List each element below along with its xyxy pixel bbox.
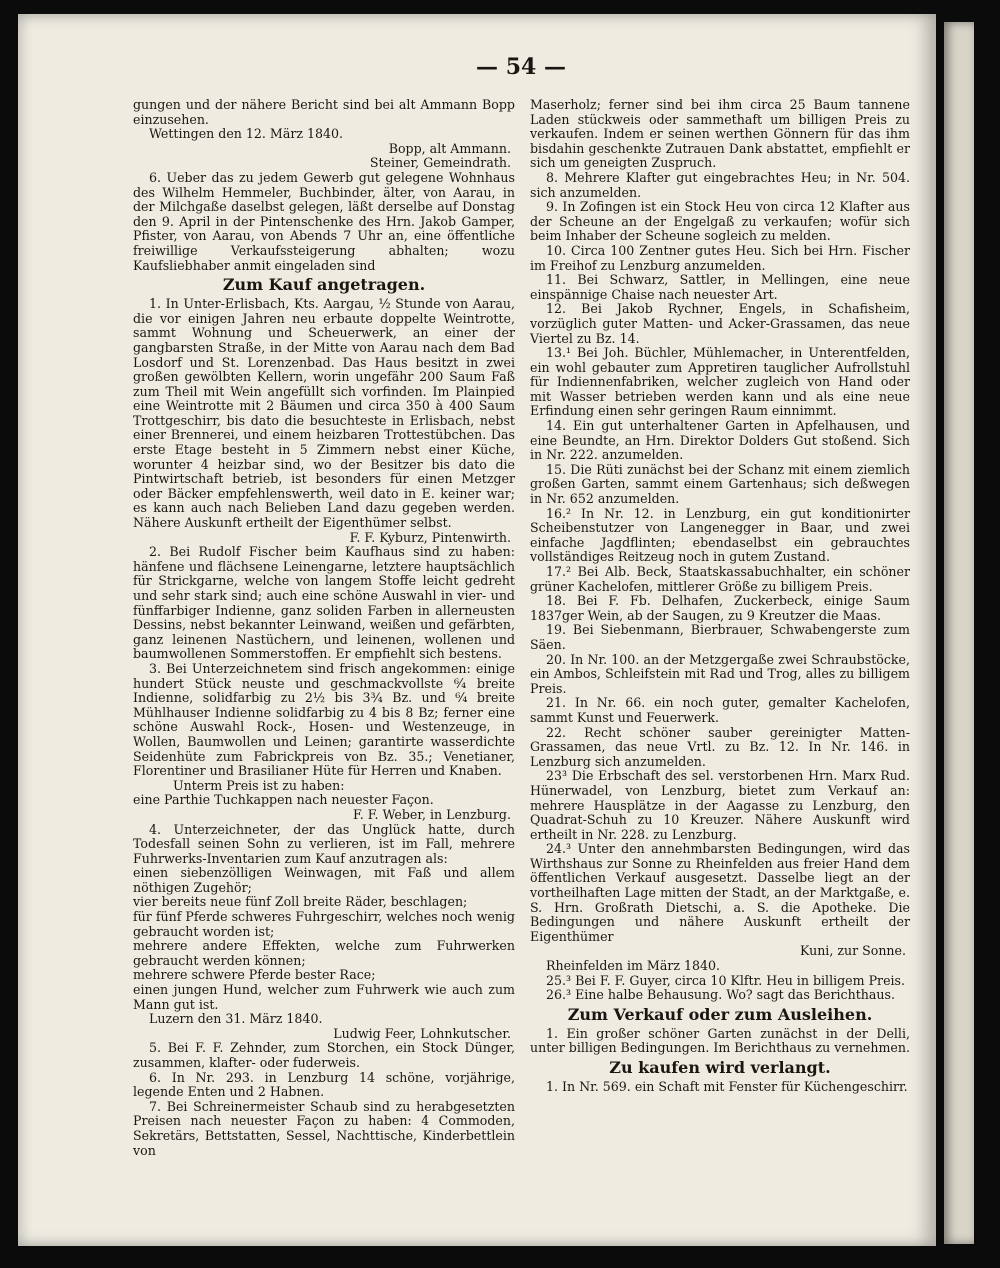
paragraph: Maserholz; ferner sind bei ihm circa 25 Baum tannene Laden stückweis oder sammethaft um billigen Preis zu verkaufen. Indem er seinen werthen Gönnern für das ihm bisdahin geschenkte Zutrauen Dank abstattet, empfiehlt er sich um geneigten Zuspruch. [530, 97, 910, 171]
paragraph: 1. In Unter-Erlisbach, Kts. Aargau, ½ Stunde von Aarau, die vor einigen Jahren neu erbaute doppelte Weintrotte, sammt Wohnung und Scheuerwerk, an einer der gangbarsten Straße, in der Mitte von Aarau nach dem Bad Losdorf und St. Lorenzenbad. Das Haus besitzt in zwei großen gewölbten Kellern, worin ungefähr 200 Saum Faß zum Theil mit Wein angefüllt sich vorfinden. Im Plainpied eine Weintrotte mit 2 Bäumen und circa 350 à 400 Saum Trottgeschirr, bis dato die besuchteste in Erlisbach, nebst einer Brennerei, und einem heizbaren Trottestübchen. Das erste Etage besteht in 5 Zimmern nebst einer Küche, worunter 4 heizbar sind, wo der Besitzer bis dato die Pintwirtschaft betrieb, ist besonders für einen Metzger oder Bäcker empfehlenswerth, weil dato in E. keiner war; es kann auch nach Belieben Land dazu gegeben werden. Nähere Auskunft ertheilt der Eigenthümer selbst. [133, 296, 515, 531]
paragraph: F. F. Weber, in Lenzburg. [352, 806, 511, 822]
paragraph: Luzern den 31. März 1840. [149, 1011, 323, 1027]
paragraph: 25.³ Bei F. F. Guyer, circa 10 Klftr. Heu in billigem Preis. [546, 972, 906, 988]
paragraph: 18. Bei F. Fb. Delhafen, Zuckerbeck, einige Saum 1837ger Wein, ab der Saugen, zu 9 Kreutzer die Maas. [530, 593, 910, 623]
paragraph: mehrere schwere Pferde bester Race; [133, 967, 376, 983]
paragraph: 3. Bei Unterzeichnetem sind frisch angekommen: einige hundert Stück neuste und geschmackvollste ⁶⁄₄ breite Indienne, solidfarbig zu 2½ bis 3¾ Bz. und ⁶⁄₄ breite Mühlhauser Indienne solidfarbig zu 4 bis 8 Bz; ferner eine schöne Auswahl Rock-, Hosen- und Westenzeuge, in Wollen, Baumwollen und Leinen; garantirte wasserdichte Seidenhüte zum Fabrickpreis von Bz. 35.; Venetianer, Florentiner und Brasilianer Hüte für Herren und Knaben. [133, 660, 515, 779]
paragraph: eine Parthie Tuchkappen nach neuester Façon. [133, 792, 434, 808]
section-heading: Zum Kauf angetragen. [222, 275, 426, 295]
paragraph: 20. In Nr. 100. an der Metzgergaße zwei Schraubstöcke, ein Ambos, Schleifstein mit Rad und Trog, alles zu billigem Preis. [530, 651, 910, 696]
paragraph: 5. Bei F. F. Zehnder, zum Storchen, ein Stock Dünger, zusammen, klafter- oder fuderweis. [133, 1040, 515, 1070]
paragraph: 11. Bei Schwarz, Sattler, in Mellingen, eine neue einspännige Chaise nach neuester Art. [530, 272, 910, 302]
paragraph: 21. In Nr. 66. ein noch guter, gemalter Kachelofen, sammt Kunst und Feuerwerk. [530, 695, 910, 725]
paragraph: 6. In Nr. 293. in Lenzburg 14 schöne, vorjährige, legende Enten und 2 Habnen. [133, 1069, 515, 1100]
left-column [133, 98, 515, 1158]
paragraph: gungen und der nähere Bericht sind bei alt Ammann Bopp einzusehen. [133, 97, 515, 127]
paragraph: 10. Circa 100 Zentner gutes Heu. Sich bei Hrn. Fischer im Freihof zu Lenzburg anzumelden. [530, 242, 910, 273]
paragraph: Rheinfelden im März 1840. [546, 958, 721, 974]
paragraph: 17.² Bei Alb. Beck, Staatskassabuchhalter, ein schöner grüner Kachelofen, mittlerer Größe zu billigem Preis. [530, 564, 910, 594]
paragraph: 13.¹ Bei Joh. Büchler, Mühlemacher, in Unterentfelden, ein wohl gebauter zum Appretiren tauglicher Aufrollstuhl für Indiennenfabriken, welcher zugleich von Hand oder mit Wasser betrieben werden kann und als eine neue Erfindung einen sehr geringen Raum einnimmt. [530, 345, 910, 419]
paragraph: einen jungen Hund, welcher zum Fuhrwerk wie auch zum Mann gut ist. [133, 982, 515, 1012]
paragraph: 1. Ein großer schöner Garten zunächst in der Delli, unter billigen Bedingungen. Im Berichthaus zu vernehmen. [530, 1025, 911, 1056]
paragraph: 4. Unterzeichneter, der das Unglück hatte, durch Todesfall seinen Sohn zu verlieren, ist im Fall, mehrere Fuhrwerks-Inventarien zum Kauf anzutragen als: [133, 821, 515, 866]
paragraph: 22. Recht schöner sauber gereinigter Matten-Grassamen, das neue Vrtl. zu Bz. 12. In Nr. 146. in Lenzburg sich anzumelden. [530, 724, 910, 769]
section-heading: Zum Verkauf oder zum Ausleihen. [567, 1004, 873, 1024]
paragraph: 23³ Die Erbschaft des sel. verstorbenen Hrn. Marx Rud. Hünerwadel, von Lenzburg, bietet zum Verkauf an: mehrere Hausplätze in der Aagasse zu Lenzburg, den Quadrat-Schuh zu 10 Kreuzer. Nähere Auskunft wird ertheilt in Nr. 228. zu Lenzburg. [530, 768, 910, 842]
paragraph: Steiner, Gemeindrath. [369, 155, 511, 171]
paragraph: 26.³ Eine halbe Behausung. Wo? sagt das Berichthaus. [546, 987, 895, 1003]
next-page-edge [944, 22, 974, 1244]
paragraph: F. F. Kyburz, Pintenwirth. [349, 529, 511, 545]
paragraph: Bopp, alt Ammann. [388, 140, 511, 156]
paragraph: vier bereits neue fünf Zoll breite Räder, beschlagen; [133, 894, 468, 910]
paragraph: Unterm Preis ist zu haben: [173, 777, 345, 793]
paragraph: 2. Bei Rudolf Fischer beim Kaufhaus sind zu haben: hänfene und flächsene Leinengarne, letztere hauptsächlich für Strickgarne, welche von langem Stoffe leicht gedreht und sehr stark sind; auch eine schöne Auswahl in vier- und fünffarbiger Indienne, ganz soliden Farben in allerneusten Dessins, nebst bekannter Leinwand, weißen und gefärbten, ganz leinenen Nastüchern, und leinenen, wollenen und baumwollenen Sommerstoffen. Er empfiehlt sich bestens. [133, 544, 515, 662]
paragraph: 24.³ Unter den annehmbarsten Bedingungen, wird das Wirthshaus zur Sonne zu Rheinfelden aus freier Hand dem öffentlichen Verkauf ausgesetzt. Dasselbe liegt an der vortheilhaften Lage mitten der Stadt, an der Marktgaße, e. S. Hrn. Großrath Dietschi, a. S. die Apotheke. Die Bedingungen und nähere Auskunft ertheilt der Eigenthümer [530, 841, 910, 944]
paragraph: Kuni, zur Sonne. [799, 943, 906, 959]
paragraph: 12. Bei Jakob Rychner, Engels, in Schafisheim, vorzüglich guter Matten- und Acker-Grassamen, das neue Viertel zu Bz. 14. [530, 301, 910, 346]
paragraph: einen siebenzölligen Weinwagen, mit Faß und allem nöthigen Zugehör; [133, 865, 515, 895]
right-column [530, 98, 910, 1095]
paragraph: 19. Bei Siebenmann, Bierbrauer, Schwabengerste zum Säen. [530, 622, 910, 652]
paragraph: Wettingen den 12. März 1840. [149, 126, 344, 142]
paragraph: 7. Bei Schreinermeister Schaub sind zu herabgesetzten Preisen nach neuester Façon zu haben: 4 Commoden, Sekretärs, Bettstatten, Sessel, Nachttische, Kinderbettlein von [133, 1098, 515, 1158]
paragraph: 14. Ein gut unterhaltener Garten in Apfelhausen, und eine Beundte, an Hrn. Direktor Dolders Gut stoßend. Sich in Nr. 222. anzumelden. [530, 418, 910, 463]
paragraph: für fünf Pferde schweres Fuhrgeschirr, welches noch wenig gebraucht worden ist; [133, 909, 515, 939]
paragraph: 6. Ueber das zu jedem Gewerb gut gelegene Wohnhaus des Wilhelm Hemmeler, Buchbinder, älter, von Aarau, in der Milchgaße daselbst gelegen, läßt derselbe auf Donstag den 9. April in der Pintenschenke des Hrn. Jakob Gamper, Pfister, von Aarau, von Abends 7 Uhr an, eine öffentliche freiwillige Verkaufssteigerung abhalten; wozu Kaufsliebhaber anmit eingeladen sind [133, 169, 515, 273]
section-heading: Zu kaufen wird verlangt. [609, 1058, 831, 1077]
paragraph: 15. Die Rüti zunächst bei der Schanz mit einem ziemlich großen Garten, sammt einem Gartenhaus; sich deßwegen in Nr. 652 anzumelden. [530, 461, 910, 507]
paragraph: 9. In Zofingen ist ein Stock Heu von circa 12 Klafter aus der Scheune an der Engelgaß zu verkaufen; wofür sich beim Inhaber der Scheune sogleich zu melden. [530, 199, 910, 244]
paragraph: Ludwig Feer, Lohnkutscher. [333, 1025, 511, 1041]
paragraph: mehrere andere Effekten, welche zum Fuhrwerken gebraucht werden können; [133, 938, 515, 968]
paragraph: 16.² In Nr. 12. in Lenzburg, ein gut konditionirter Scheibenstutzer von Langenegger in Baar, und zwei einfache Jagdflinten; ebendaselbst ein gebrauchtes vollständiges Reitzeug noch in gutem Zustand. [530, 505, 910, 565]
paragraph: 8. Mehrere Klafter gut eingebrachtes Heu; in Nr. 504. sich anzumelden. [530, 169, 910, 200]
page-number: — 54 — [476, 54, 566, 80]
paragraph: 1. In Nr. 569. ein Schaft mit Fenster für Küchengeschirr. [546, 1079, 908, 1094]
